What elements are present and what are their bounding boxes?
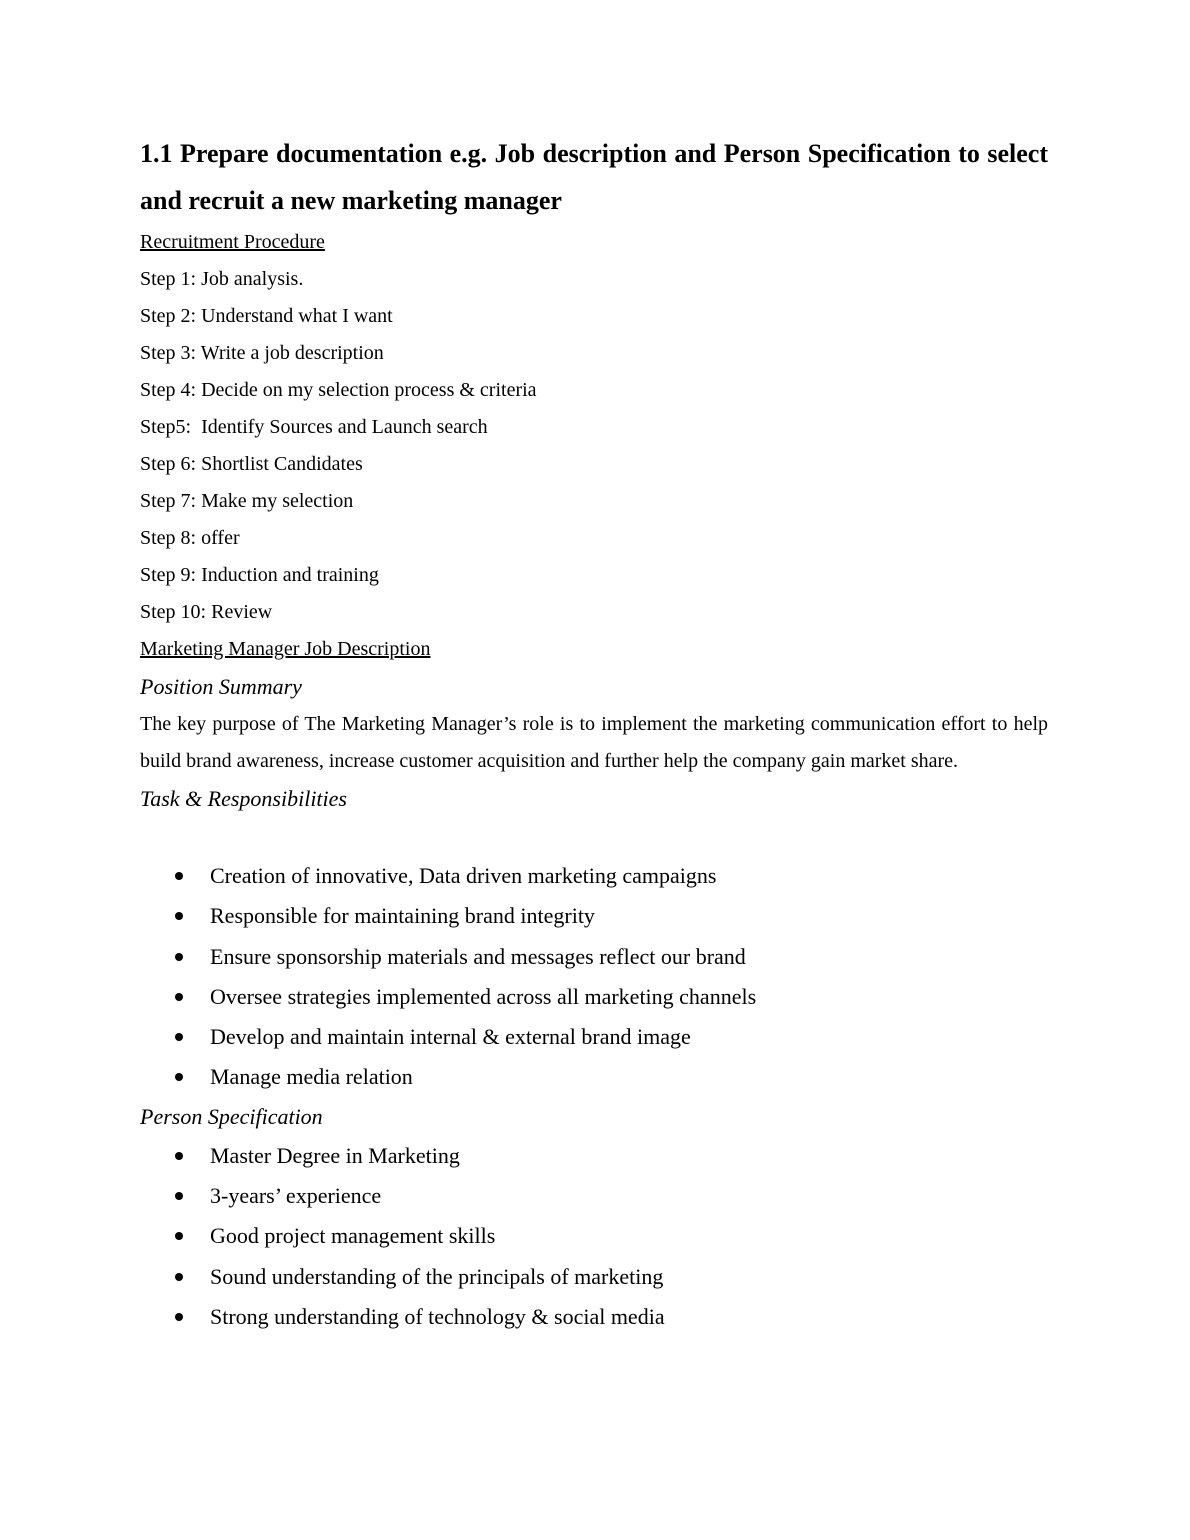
bullet-icon <box>175 1033 183 1041</box>
list-item <box>140 1216 1048 1256</box>
step-item: Step5: Identify Sources and Launch search <box>140 416 488 438</box>
list-item <box>140 937 1048 977</box>
list-item <box>140 856 1048 896</box>
bullet-icon <box>175 912 183 920</box>
list-item-text: Manage media relation <box>210 1064 413 1090</box>
spacer <box>140 818 1048 856</box>
list-item-text: Strong understanding of technology & social media <box>210 1303 665 1329</box>
list-item <box>140 1136 1048 1176</box>
document-page <box>140 130 1048 1337</box>
bullet-icon <box>175 1152 183 1160</box>
bullet-icon <box>175 1073 183 1081</box>
list-item <box>140 1176 1048 1216</box>
step-item: Step 6: Shortlist Candidates <box>140 453 363 475</box>
list-item <box>140 1057 1048 1097</box>
step-item: Step 7: Make my selection <box>140 490 354 512</box>
list-item-text: Master Degree in Marketing <box>210 1142 460 1168</box>
step-item: Step 3: Write a job description <box>140 342 384 364</box>
list-item <box>140 896 1048 936</box>
step-item: Step 1: Job analysis. <box>140 268 304 290</box>
list-item <box>140 1017 1048 1057</box>
list-item <box>140 1257 1048 1297</box>
list-item-text: Oversee strategies implemented across all marketing channels <box>210 983 757 1009</box>
bullet-icon <box>175 993 183 1001</box>
list-item-text: Responsible for maintaining brand integrity <box>210 903 595 929</box>
person-specification-list <box>140 1136 1048 1337</box>
list-item-text: Sound understanding of the principals of marketing <box>210 1263 664 1289</box>
list-item-text: Develop and maintain internal & external brand image <box>210 1024 691 1050</box>
bullet-icon <box>175 1273 183 1281</box>
bullet-icon <box>175 1313 183 1321</box>
bullet-icon <box>175 872 183 880</box>
list-item <box>140 977 1048 1017</box>
step-item: Step 9: Induction and training <box>140 564 379 586</box>
section-heading: 1.1 Prepare documentation e.g. Job description and Person Specification to select and recruit a new marketing manager <box>140 139 1048 215</box>
list-item-text: Ensure sponsorship materials and messages reflect our brand <box>210 943 746 969</box>
list-item-text: Creation of innovative, Data driven marketing campaigns <box>210 863 717 888</box>
job-description-title: Marketing Manager Job Description <box>140 638 431 660</box>
step-item: Step 4: Decide on my selection process & criteria <box>140 379 537 401</box>
person-specification-heading: Person Specification <box>140 1103 323 1129</box>
bullet-icon <box>175 1232 183 1240</box>
step-item: Step 10: Review <box>140 601 273 623</box>
recruitment-procedure-title: Recruitment Procedure <box>140 231 325 253</box>
position-summary-text: The key purpose of The Marketing Manager’s role is to implement the marketing communication effort to help build brand awareness, increase customer acquisition and further help the company gain market share. <box>140 713 1048 772</box>
recruitment-steps <box>140 261 1048 631</box>
bullet-icon <box>175 1192 183 1200</box>
position-summary-heading: Position Summary <box>140 674 302 699</box>
tasks-heading: Task & Responsibilities <box>140 786 347 811</box>
list-item <box>140 1297 1048 1337</box>
step-item: Step 8: offer <box>140 527 240 549</box>
list-item-text: 3-years’ experience <box>210 1183 382 1209</box>
bullet-icon <box>175 953 183 961</box>
tasks-list <box>140 856 1048 1098</box>
list-item-text: Good project management skills <box>210 1223 496 1249</box>
step-item: Step 2: Understand what I want <box>140 305 393 327</box>
